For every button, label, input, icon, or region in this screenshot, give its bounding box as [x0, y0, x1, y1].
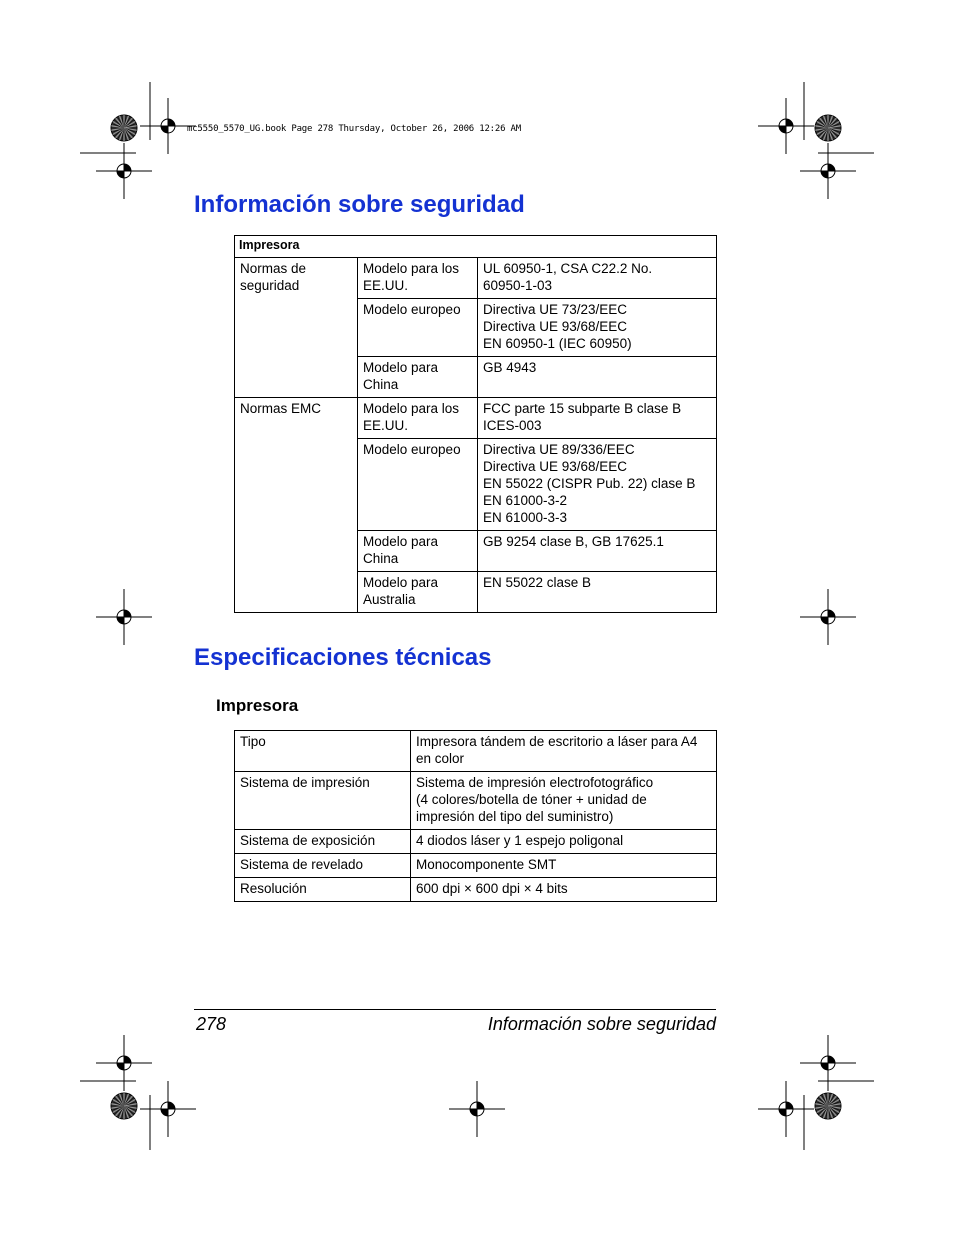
cell-line: ICES-003 [483, 418, 542, 433]
table-row [235, 772, 717, 830]
spec-value-cell [411, 854, 717, 878]
cell-line: EN 61000-3-3 [483, 510, 568, 525]
value-cell [478, 398, 717, 439]
cell-line: (4 colores/botella de tóner + unidad de [416, 792, 647, 807]
cell-line: FCC parte 15 subparte B clase B [483, 401, 682, 416]
cell-line: UL 60950-1, CSA C22.2 No. [483, 261, 653, 276]
model-cell: Modelo para los EE.UU. [358, 258, 478, 299]
cell-line: Directiva UE 89/336/EEC [483, 442, 635, 457]
spec-label-cell: Sistema de impresión [235, 772, 411, 830]
spec-label-cell: Sistema de revelado [235, 854, 411, 878]
cell-line: Monocomponente SMT [416, 857, 557, 872]
cell-line: EN 55022 (CISPR Pub. 22) clase B [483, 476, 696, 491]
cell-line: EN 60950-1 (IEC 60950) [483, 336, 632, 351]
starburst-icon [815, 115, 841, 141]
table-row [235, 398, 717, 439]
cell-line: GB 9254 clase B, GB 17625.1 [483, 534, 664, 549]
value-cell [478, 357, 717, 398]
value-cell [478, 439, 717, 531]
subsection-title-printer: Impresora [216, 696, 299, 715]
cell-line: 4 diodos láser y 1 espejo poligonal [416, 833, 624, 848]
cell-line: 60950-1-03 [483, 278, 553, 293]
cell-line: Directiva UE 93/68/EEC [483, 319, 628, 334]
spec-label-cell: Tipo [235, 731, 411, 772]
table-row [235, 258, 717, 299]
spec-label-cell: Sistema de exposición [235, 830, 411, 854]
spec-value-cell [411, 830, 717, 854]
spec-value-cell [411, 731, 717, 772]
starburst-icon [111, 115, 137, 141]
footer-page-number: 278 [196, 1014, 227, 1034]
cell-line: Impresora tándem de escritorio a láser para A4 [416, 734, 698, 749]
cell-line: EN 61000-3-2 [483, 493, 568, 508]
table-row [235, 830, 717, 854]
table-header-cell: Impresora [235, 236, 717, 258]
value-cell [478, 572, 717, 613]
value-cell [478, 531, 717, 572]
model-cell: Modelo para Australia [358, 572, 478, 613]
table-row [235, 878, 717, 902]
model-cell: Modelo para China [358, 357, 478, 398]
group-label-cell: Normas de seguridad [235, 258, 358, 398]
model-cell: Modelo europeo [358, 439, 478, 531]
print-header: mc5550_5570_UG.book Page 278 Thursday, October 26, 2006 12:26 AM [187, 124, 521, 134]
specs-table [234, 730, 717, 902]
model-cell: Modelo para los EE.UU. [358, 398, 478, 439]
table-row [235, 854, 717, 878]
safety-table [234, 235, 717, 613]
cell-line: 600 dpi × 600 dpi × 4 bits [416, 881, 568, 896]
model-cell: Modelo para China [358, 531, 478, 572]
value-cell [478, 258, 717, 299]
starburst-icon [111, 1093, 137, 1119]
cell-line: impresión del tipo del suministro) [416, 809, 614, 824]
table-header-row [235, 236, 717, 258]
cell-line: GB 4943 [483, 360, 537, 375]
table-row [235, 731, 717, 772]
section-title-safety: Información sobre seguridad [194, 191, 525, 218]
cell-line: Directiva UE 73/23/EEC [483, 302, 628, 317]
cell-line: Sistema de impresión electrofotográfico [416, 775, 654, 790]
group-label-cell: Normas EMC [235, 398, 358, 613]
starburst-icon [815, 1093, 841, 1119]
spec-value-cell [411, 772, 717, 830]
cell-line: Directiva UE 93/68/EEC [483, 459, 628, 474]
footer-rule [194, 1009, 716, 1010]
cell-line: EN 55022 clase B [483, 575, 592, 590]
section-title-specs: Especificaciones técnicas [194, 644, 492, 671]
footer-section-title: Información sobre seguridad [487, 1014, 716, 1034]
spec-value-cell [411, 878, 717, 902]
value-cell [478, 299, 717, 357]
cell-line: en color [416, 751, 465, 766]
spec-label-cell: Resolución [235, 878, 411, 902]
model-cell: Modelo europeo [358, 299, 478, 357]
